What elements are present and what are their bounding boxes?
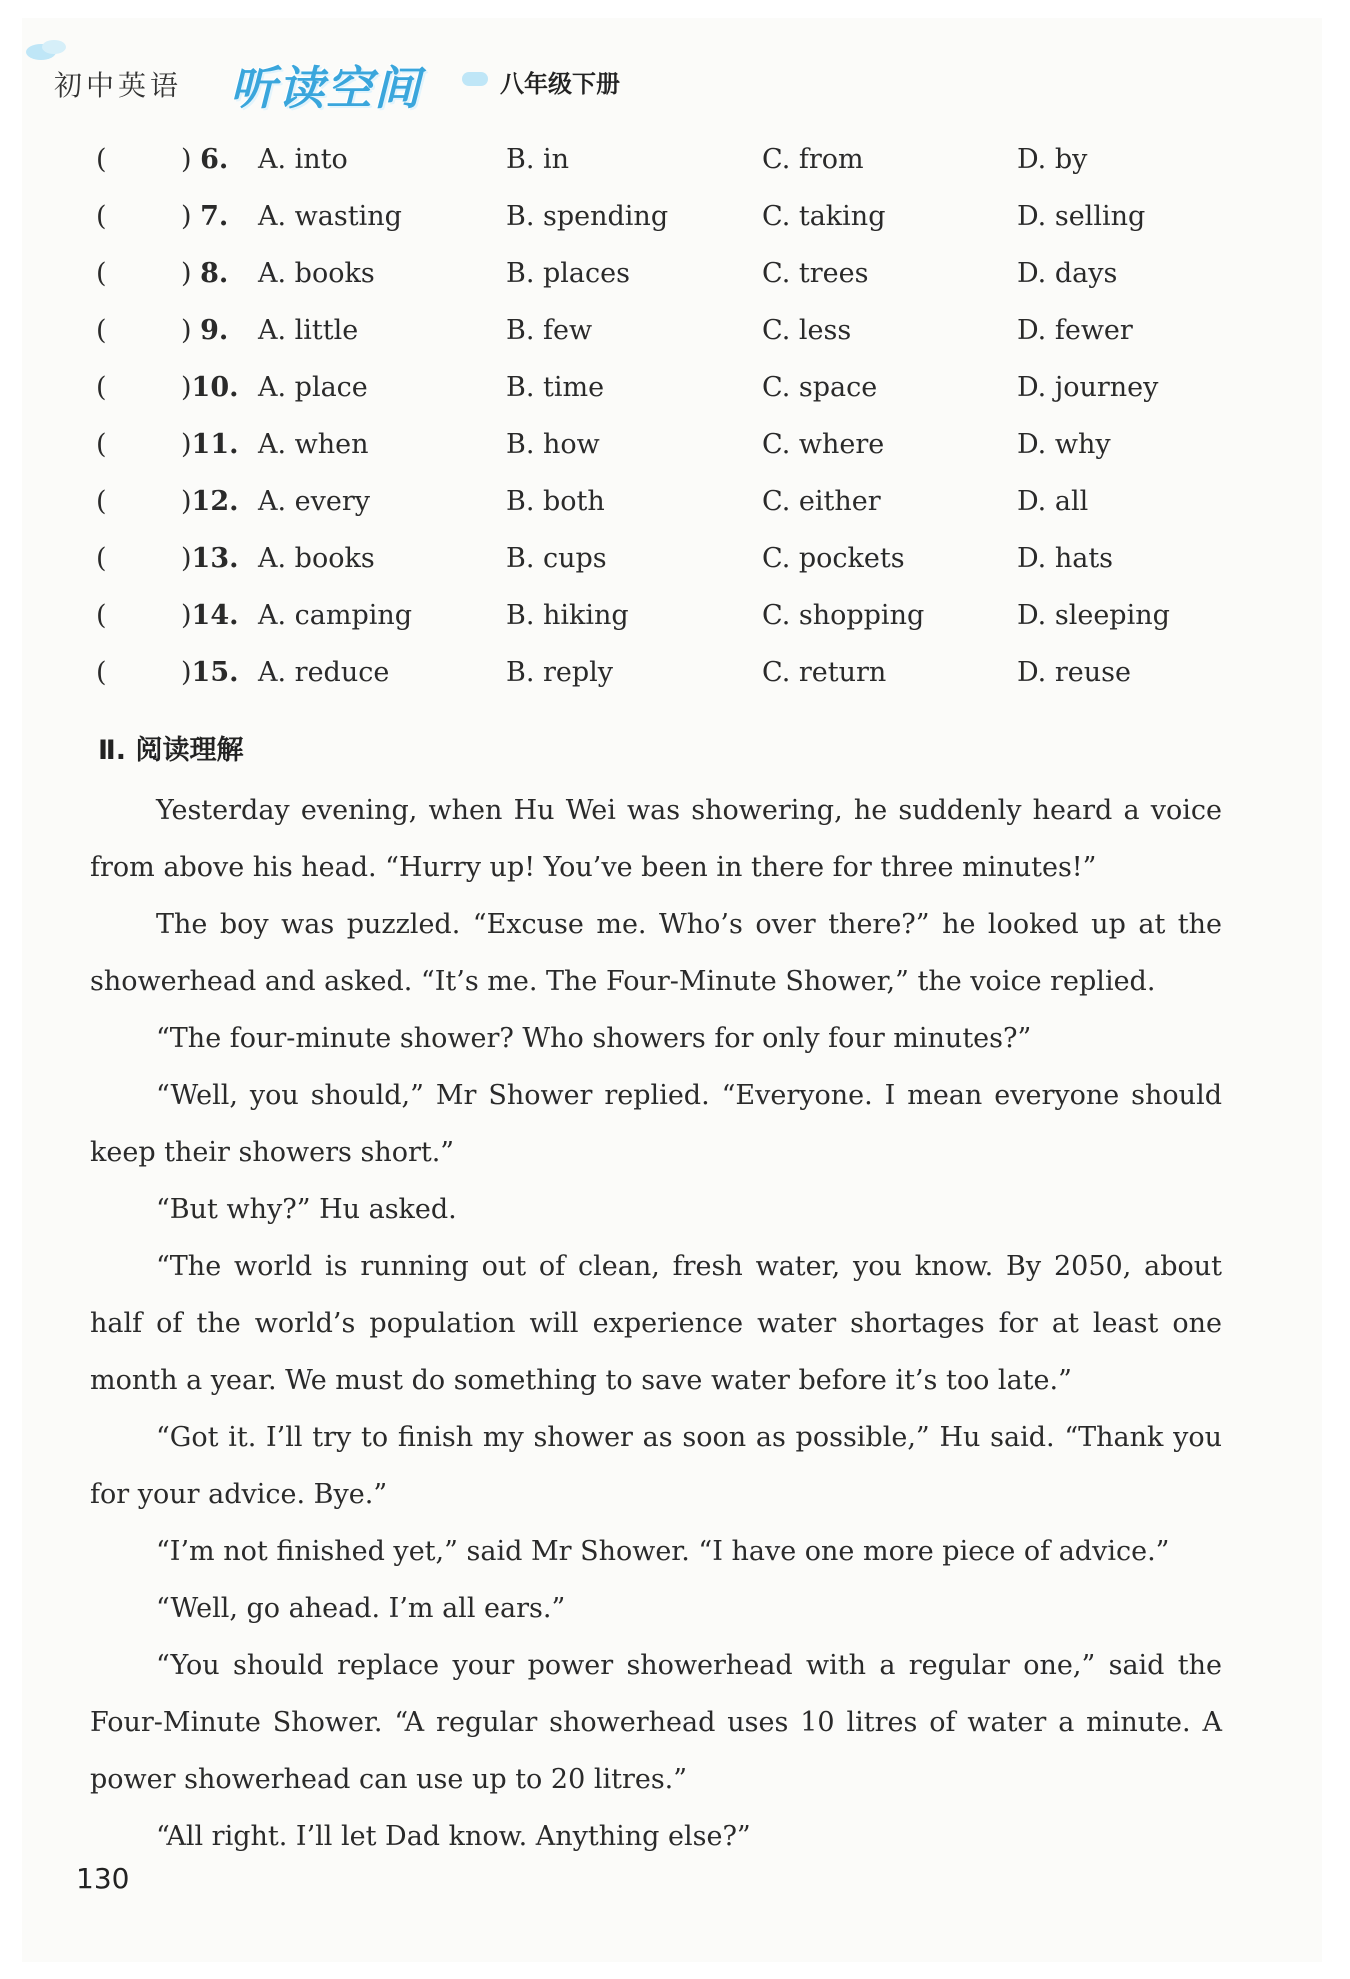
option-d[interactable]: D. why [1017, 429, 1111, 460]
question-number: 15. [191, 657, 239, 688]
passage-paragraph: “The world is running out of clean, fresh water, you know. By 2050, about half of the world’s population will experience water shortages for at least one month a year. We must do something to save water before it’s too late.” [90, 1251, 1222, 1396]
option-c[interactable]: C. pockets [762, 543, 905, 574]
question-row [0, 315, 1350, 355]
option-b[interactable]: B. both [506, 486, 605, 517]
question-row [0, 543, 1350, 583]
option-d[interactable]: D. hats [1017, 543, 1114, 574]
answer-paren-left: ( [96, 258, 107, 289]
header-cloud-icon [462, 72, 488, 86]
answer-blank[interactable]: )10. [181, 372, 239, 403]
option-b[interactable]: B. hiking [506, 600, 629, 631]
answer-blank[interactable]: ) 9. [181, 315, 229, 346]
passage-paragraph: “Well, go ahead. I’m all ears.” [156, 1593, 566, 1624]
cloud-decoration [42, 40, 66, 54]
option-a[interactable]: A. camping [258, 600, 413, 631]
question-number: 8. [200, 258, 229, 289]
option-a[interactable]: A. wasting [258, 201, 402, 232]
passage-paragraph: “Got it. I’ll try to finish my shower as soon as possible,” Hu said. “Thank you for your advice. Bye.” [90, 1422, 1222, 1510]
answer-paren-left: ( [96, 657, 107, 688]
option-c[interactable]: C. trees [762, 258, 869, 289]
question-row [0, 429, 1350, 469]
answer-paren-left: ( [96, 429, 107, 460]
answer-blank[interactable]: )13. [181, 543, 239, 574]
passage-paragraph: “The four-minute shower? Who showers for only four minutes?” [156, 1023, 1032, 1054]
option-d[interactable]: D. by [1017, 144, 1088, 175]
page-header [22, 40, 1322, 120]
question-row [0, 201, 1350, 241]
option-c[interactable]: C. space [762, 372, 878, 403]
question-row [0, 600, 1350, 640]
passage-paragraph: “But why?” Hu asked. [156, 1194, 457, 1225]
passage-paragraph: “I’m not finished yet,” said Mr Shower. “I have one more piece of advice.” [156, 1536, 1170, 1567]
option-d[interactable]: D. fewer [1017, 315, 1133, 346]
option-a[interactable]: A. books [258, 258, 375, 289]
option-a[interactable]: A. when [258, 429, 369, 460]
answer-paren-left: ( [96, 486, 107, 517]
option-b[interactable]: B. in [506, 144, 570, 175]
option-a[interactable]: A. every [258, 486, 371, 517]
option-b[interactable]: B. spending [506, 201, 669, 232]
answer-blank[interactable]: ) 8. [181, 258, 229, 289]
answer-blank[interactable]: )11. [181, 429, 239, 460]
option-b[interactable]: B. few [506, 315, 593, 346]
passage-paragraph: “All right. I’ll let Dad know. Anything else?” [156, 1821, 751, 1852]
option-b[interactable]: B. how [506, 429, 600, 460]
answer-paren-left: ( [96, 600, 107, 631]
passage-paragraph: “You should replace your power showerhead with a regular one,” said the Four-Minute Shower. “A regular showerhead uses 10 litres of water a minute. A power showerhead can use up to 20 litres.” [90, 1650, 1222, 1795]
reading-passage [90, 782, 1222, 1865]
question-number: 13. [191, 543, 239, 574]
question-row [0, 372, 1350, 412]
answer-blank[interactable]: )14. [181, 600, 239, 631]
answer-blank[interactable]: ) 7. [181, 201, 229, 232]
question-number: 7. [200, 201, 229, 232]
answer-paren-left: ( [96, 372, 107, 403]
answer-blank[interactable]: ) 6. [181, 144, 229, 175]
option-d[interactable]: D. all [1017, 486, 1089, 517]
option-b[interactable]: B. time [506, 372, 605, 403]
question-row [0, 258, 1350, 298]
answer-paren-left: ( [96, 543, 107, 574]
answer-blank[interactable]: )15. [181, 657, 239, 688]
question-number: 12. [191, 486, 239, 517]
option-a[interactable]: A. into [258, 144, 348, 175]
question-row [0, 486, 1350, 526]
answer-blank[interactable]: )12. [181, 486, 239, 517]
option-d[interactable]: D. selling [1017, 201, 1146, 232]
option-a[interactable]: A. reduce [258, 657, 390, 688]
option-d[interactable]: D. days [1017, 258, 1118, 289]
question-number: 9. [200, 315, 229, 346]
section-title: Ⅱ. 阅读理解 [98, 735, 244, 766]
option-a[interactable]: A. place [258, 372, 368, 403]
question-number: 6. [200, 144, 229, 175]
question-number: 10. [191, 372, 239, 403]
passage-paragraph: Yesterday evening, when Hu Wei was showering, he suddenly heard a voice from above his head. “Hurry up! You’ve been in there for three minutes!” [90, 795, 1222, 883]
option-c[interactable]: C. shopping [762, 600, 925, 631]
passage-paragraph: The boy was puzzled. “Excuse me. Who’s over there?” he looked up at the showerhead and asked. “It’s me. The Four-Minute Shower,” the voice replied. [90, 909, 1222, 997]
option-c[interactable]: C. return [762, 657, 887, 688]
option-c[interactable]: C. either [762, 486, 881, 517]
book-title: 初中英语 [54, 69, 183, 102]
option-d[interactable]: D. sleeping [1017, 600, 1170, 631]
answer-paren-left: ( [96, 201, 107, 232]
option-b[interactable]: B. cups [506, 543, 607, 574]
option-c[interactable]: C. less [762, 315, 852, 346]
option-c[interactable]: C. where [762, 429, 885, 460]
passage-paragraph: “Well, you should,” Mr Shower replied. “Everyone. I mean everyone should keep their showers short.” [90, 1080, 1222, 1168]
question-row [0, 144, 1350, 184]
grade-label: 八年级下册 [500, 70, 620, 98]
question-number: 14. [191, 600, 239, 631]
option-c[interactable]: C. from [762, 144, 864, 175]
option-a[interactable]: A. books [258, 543, 375, 574]
question-number: 11. [191, 429, 239, 460]
option-b[interactable]: B. places [506, 258, 630, 289]
series-title: 听读空间 [230, 61, 422, 115]
option-c[interactable]: C. taking [762, 201, 886, 232]
question-row [0, 657, 1350, 697]
option-d[interactable]: D. journey [1017, 372, 1159, 403]
option-b[interactable]: B. reply [506, 657, 614, 688]
answer-paren-left: ( [96, 144, 107, 175]
answer-paren-left: ( [96, 315, 107, 346]
option-d[interactable]: D. reuse [1017, 657, 1131, 688]
page-number: 130 [76, 1862, 130, 1895]
option-a[interactable]: A. little [258, 315, 359, 346]
